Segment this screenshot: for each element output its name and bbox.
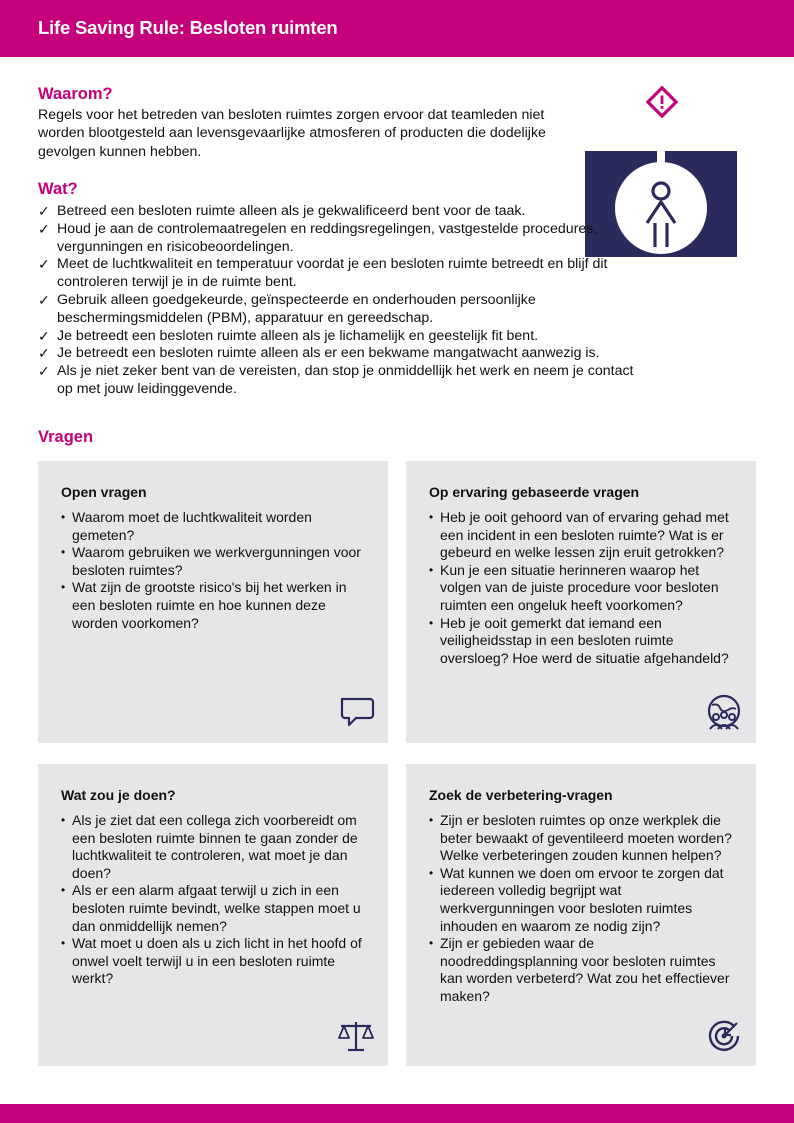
list-item: ✓ Meet de luchtkwaliteit en temperatuur voordat je een besloten ruimte betreedt en blijf dit controleren terwijl je in de ruimte bent. [38, 256, 608, 291]
check-icon: ✓ [38, 345, 50, 362]
list-item: ✓ Als je niet zeker bent van de vereisten, dan stop je onmiddellijk het werk en neem je contact op met jouw leidinggevende. [38, 363, 634, 397]
question-list [429, 812, 734, 1006]
target-arrow-icon [704, 1016, 744, 1056]
list-item: • Als je ziet dat een collega zich voorbereidt om een besloten ruimte binnen te gaan zonder de luchtkwaliteit te controleren, wat moet je dan doen? [61, 812, 366, 882]
list-item: ✓ Gebruik alleen goedgekeurde, geïnspecteerde en onderhouden persoonlijke beschermingsmiddelen (PBM), apparatuur en gereedschap. [38, 291, 536, 326]
card-what-would-you-do [38, 764, 388, 1066]
card-title: Op ervaring gebaseerde vragen [429, 484, 640, 500]
card-title: Zoek de verbetering-vragen [429, 787, 613, 803]
requirements-list [38, 203, 638, 399]
list-item: • Wat moet u doen als u zich licht in het hoofd of onwel voelt terwijl u in een besloten ruimte werkt? [61, 935, 366, 988]
page-title: Life Saving Rule: Besloten ruimten [38, 17, 338, 38]
list-item: • Zijn er besloten ruimtes op onze werkplek die beter bewaakt of geventileerd moeten worden? Welke verbeteringen zouden kunnen helpen? [429, 812, 734, 865]
card-title: Wat zou je doen? [61, 787, 176, 803]
list-item: • Kun je een situatie herinneren waarop het volgen van de juiste procedure voor besloten ruimten een ongeluk heeft voorkomen? [429, 562, 734, 615]
speech-bubble-icon [336, 693, 376, 733]
check-icon: ✓ [38, 363, 50, 380]
scales-icon [336, 1016, 376, 1056]
list-item: ✓ Je betreedt een besloten ruimte alleen als er een bekwame mangatwacht aanwezig is. [38, 345, 600, 362]
what-heading: Wat? [38, 180, 78, 198]
card-improvement-questions [406, 764, 756, 1066]
list-item: • Zijn er gebieden waar de noodreddingsplanning voor besloten ruimtes kan worden verbeterd? Wat zou het effectiever maken? [429, 935, 734, 1005]
footer-bar [0, 1104, 794, 1123]
list-item: ✓ Betreed een besloten ruimte alleen als je gekwalificeerd bent voor de taak. [38, 203, 526, 219]
check-icon: ✓ [38, 327, 50, 344]
list-item: • Heb je ooit gehoord van of ervaring gehad met een incident in een besloten ruimte? Wat is er gebeurd en welke lessen zijn eruit getrokken? [429, 509, 734, 562]
check-icon: ✓ [38, 220, 50, 237]
check-icon: ✓ [38, 291, 50, 308]
why-heading: Waarom? [38, 85, 113, 103]
card-experience-questions [406, 461, 756, 743]
questions-heading: Vragen [38, 428, 94, 446]
header-bar [0, 0, 794, 57]
card-title: Open vragen [61, 484, 147, 500]
question-list [61, 812, 366, 988]
check-icon: ✓ [38, 203, 50, 219]
list-item: ✓ Je betreedt een besloten ruimte alleen als je lichamelijk en geestelijk fit bent. [38, 327, 539, 344]
check-icon: ✓ [38, 256, 50, 273]
card-open-questions [38, 461, 388, 743]
list-item: • Heb je ooit gemerkt dat iemand een veiligheidsstap in een besloten ruimte oversloeg? Hoe werd de situatie afgehandeld? [429, 615, 734, 668]
list-item: • Wat zijn de grootste risico's bij het werken in een besloten ruimte en hoe kunnen deze worden voorkomen? [61, 579, 366, 632]
list-item: • Waarom gebruiken we werkvergunningen voor besloten ruimtes? [61, 544, 366, 579]
question-list [61, 509, 366, 632]
question-list [429, 509, 734, 667]
globe-people-icon [704, 693, 744, 733]
warning-diamond-icon [646, 86, 678, 118]
list-item: • Waarom moet de luchtkwaliteit worden gemeten? [61, 509, 366, 544]
list-item: • Wat kunnen we doen om ervoor te zorgen dat iedereen volledig begrijpt wat werkvergunningen voor besloten ruimtes inhouden en waarom ze nodig zijn? [429, 865, 734, 935]
list-item: ✓ Houd je aan de controlemaatregelen en reddingsregelingen, vastgestelde procedures, vergunningen en risicobeoordelingen. [38, 220, 598, 255]
why-text: Regels voor het betreden van besloten ruimtes zorgen ervoor dat teamleden niet worden blootgesteld aan levensgevaarlijke atmosferen of producten die dodelijke gevolgen kunnen hebben. [38, 107, 546, 160]
list-item: • Als er een alarm afgaat terwijl u zich in een besloten ruimte bevindt, welke stappen moet u dan onmiddellijk nemen? [61, 882, 366, 935]
